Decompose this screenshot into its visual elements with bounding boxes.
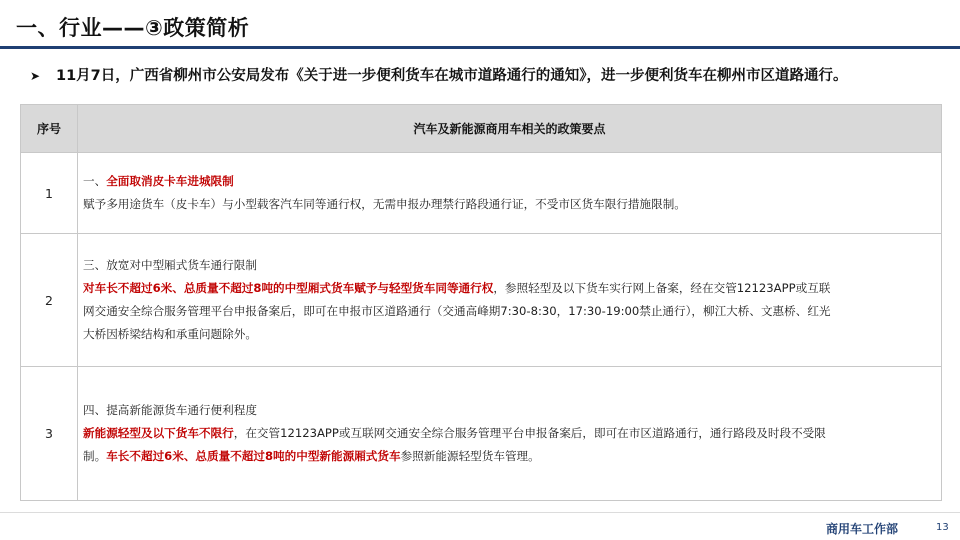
footer-divider	[0, 512, 960, 513]
summary-bullet	[30, 64, 950, 85]
policy-text	[78, 367, 942, 501]
page-number: 13	[936, 522, 949, 533]
body-text: ，在交管12123APP或互联网交通安全综合服务管理平台申报备案后，即可在市区道路通行，通行路段及时段不受限	[233, 426, 826, 440]
row-number: 2	[21, 234, 78, 367]
row-number: 1	[21, 153, 78, 234]
body-text: 赋予多用途货车（皮卡车）与小型载客汽车同等通行权，无需申报办理禁行路段通行证，不受市区货车限行措施限制。	[83, 197, 686, 211]
header-seq: 序号	[21, 105, 78, 153]
table-header-row	[21, 105, 942, 153]
policy-line	[83, 170, 936, 193]
policy-line	[83, 399, 936, 422]
body-text: 一、	[83, 174, 107, 188]
highlight-text: 对车长不超过6米、总质量不超过8吨的中型厢式货车赋予与轻型货车同等通行权	[83, 281, 494, 295]
slide-title: 一、行业——③政策简析	[16, 16, 250, 40]
body-text: 网交通安全综合服务管理平台申报备案后，即可在申报市区道路通行（交通高峰期7:30-8:30，17:30-19:00禁止通行），柳江大桥、文惠桥、红光	[83, 304, 831, 318]
header-policy-points: 汽车及新能源商用车相关的政策要点	[78, 105, 942, 153]
highlight-text: 全面取消皮卡车进城限制	[106, 174, 234, 188]
table-row	[21, 153, 942, 234]
body-text: 制。	[83, 449, 107, 463]
body-text: 大桥因桥梁结构和承重问题除外。	[83, 327, 257, 341]
policy-line	[83, 254, 936, 277]
body-text: 参照新能源轻型货车管理。	[400, 449, 540, 463]
summary-text: 11月7日，广西省柳州市公安局发布《关于进一步便利货车在城市道路通行的通知》，进一步便利货车在柳州市区道路通行。	[56, 68, 848, 84]
arrow-bullet-icon: ➤	[30, 69, 41, 83]
policy-line	[83, 445, 936, 468]
policy-text	[78, 153, 942, 234]
body-text: 三、放宽对中型厢式货车通行限制	[83, 258, 257, 272]
table-row	[21, 367, 942, 501]
policy-line	[83, 323, 936, 346]
row-number: 3	[21, 367, 78, 501]
policy-line	[83, 277, 936, 300]
policy-line	[83, 193, 936, 216]
highlight-text: 车长不超过6米、总质量不超过8吨的中型新能源厢式货车	[106, 449, 401, 463]
policy-line	[83, 300, 936, 323]
policy-table	[20, 104, 942, 501]
policy-line	[83, 422, 936, 445]
body-text: 四、提高新能源货车通行便利程度	[83, 403, 257, 417]
table-row	[21, 234, 942, 367]
policy-text	[78, 234, 942, 367]
title-divider	[0, 46, 960, 49]
footer-department: 商用车工作部	[826, 522, 899, 536]
highlight-text: 新能源轻型及以下货车不限行	[83, 426, 234, 440]
body-text: ，参照轻型及以下货车实行网上备案，经在交管12123APP或互联	[493, 281, 831, 295]
